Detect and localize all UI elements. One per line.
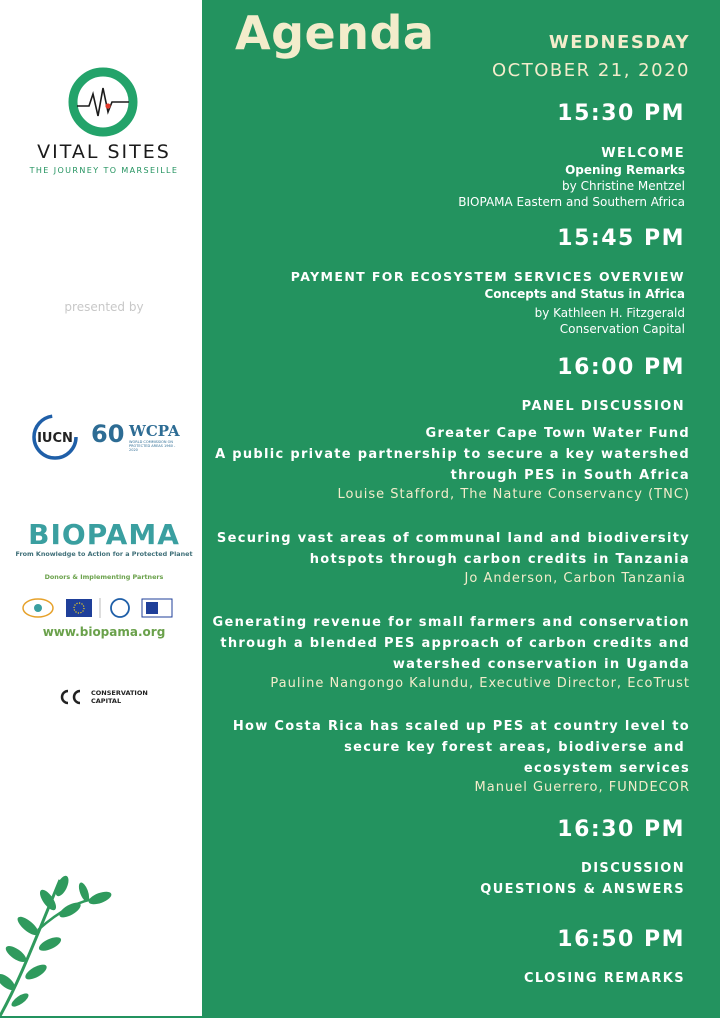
session-heading: DISCUSSION xyxy=(581,861,685,876)
agenda-panel xyxy=(202,0,720,1016)
talk-presenter: Pauline Nangongo Kalundu, Executive Director, EcoTrust xyxy=(270,676,690,691)
biopama-tagline: From Knowledge to Action for a Protected Planet xyxy=(15,550,193,558)
talk-title-line: ecosystem services xyxy=(523,761,690,776)
talk-title-line: through a blended PES approach of carbon credits and xyxy=(220,636,690,651)
session-heading-secondary: QUESTIONS & ANSWERS xyxy=(480,882,685,897)
session-organization: Conservation Capital xyxy=(559,322,685,336)
session-heading: CLOSING REMARKS xyxy=(523,971,685,986)
event-day: WEDNESDAY xyxy=(548,32,690,53)
talk-title-line: through PES in South Africa xyxy=(450,468,690,483)
donors-label: Donors & Implementing Partners xyxy=(44,573,164,581)
sidebar xyxy=(0,0,202,1018)
biopama-logo: BIOPAMA xyxy=(28,518,180,551)
talk-presenter: Louise Stafford, The Nature Conservancy (TNC) xyxy=(337,487,690,502)
session-time: 16:00 PM xyxy=(557,355,685,380)
talk-title-line: Securing vast areas of communal land and biodiversity xyxy=(216,531,690,546)
talk-title-line: hotspots through carbon credits in Tanzania xyxy=(309,552,690,567)
biopama-website-link[interactable]: www.biopama.org xyxy=(42,625,166,639)
event-date: OCTOBER 21, 2020 xyxy=(491,60,690,81)
session-time: 16:50 PM xyxy=(557,927,685,952)
session-organization: BIOPAMA Eastern and Southern Africa xyxy=(458,195,685,209)
talk-title-line: A public private partnership to secure a key watershed xyxy=(215,447,690,462)
wcpa-number: 60 xyxy=(91,420,125,448)
wcpa-name: WCPA xyxy=(129,422,180,440)
wcpa-description: WORLD COMMISSION ON PROTECTED AREAS 1960 - 2020 xyxy=(129,440,176,452)
talk-presenter: Jo Anderson, Carbon Tanzania xyxy=(464,571,686,586)
conservation-capital-name: CONSERVATION CAPITAL xyxy=(91,689,148,705)
talk-title-line: watershed conservation in Uganda xyxy=(392,657,690,672)
talk-presenter: Manuel Guerrero, FUNDECOR xyxy=(474,780,690,795)
session-speaker: by Kathleen H. Fitzgerald xyxy=(534,306,685,320)
session-time: 15:45 PM xyxy=(557,226,685,251)
session-heading: PANEL DISCUSSION xyxy=(521,399,685,414)
talk-title-line: Generating revenue for small farmers and conservation xyxy=(212,615,690,630)
session-heading: PAYMENT FOR ECOSYSTEM SERVICES OVERVIEW xyxy=(290,269,685,284)
talk-title-line: How Costa Rica has scaled up PES at country level to xyxy=(232,719,690,734)
iucn-logo-text: IUCN xyxy=(37,431,73,446)
brand-subtitle: THE JOURNEY TO MARSEILLE xyxy=(29,166,179,175)
talk-title-line: Greater Cape Town Water Fund xyxy=(425,426,690,441)
session-speaker: by Christine Mentzel xyxy=(562,179,685,193)
talk-title-line: secure key forest areas, biodiverse and xyxy=(344,740,685,755)
agenda-title: Agenda xyxy=(235,6,435,60)
session-time: 16:30 PM xyxy=(557,817,685,842)
vital-sites-logo-icon xyxy=(67,66,139,138)
presented-by-label: presented by xyxy=(64,300,144,314)
session-time: 15:30 PM xyxy=(557,101,685,126)
partner-logos-icon xyxy=(22,597,182,619)
session-subheading: Opening Remarks xyxy=(565,163,685,177)
plant-decoration-icon xyxy=(0,870,120,1016)
wcpa-logo xyxy=(91,418,180,458)
conservation-capital-logo-icon xyxy=(56,688,84,706)
session-heading: WELCOME xyxy=(601,146,685,161)
iucn-logo-icon xyxy=(31,413,79,461)
brand-title: VITAL SITES xyxy=(37,141,171,163)
session-subheading: Concepts and Status in Africa xyxy=(484,287,685,301)
